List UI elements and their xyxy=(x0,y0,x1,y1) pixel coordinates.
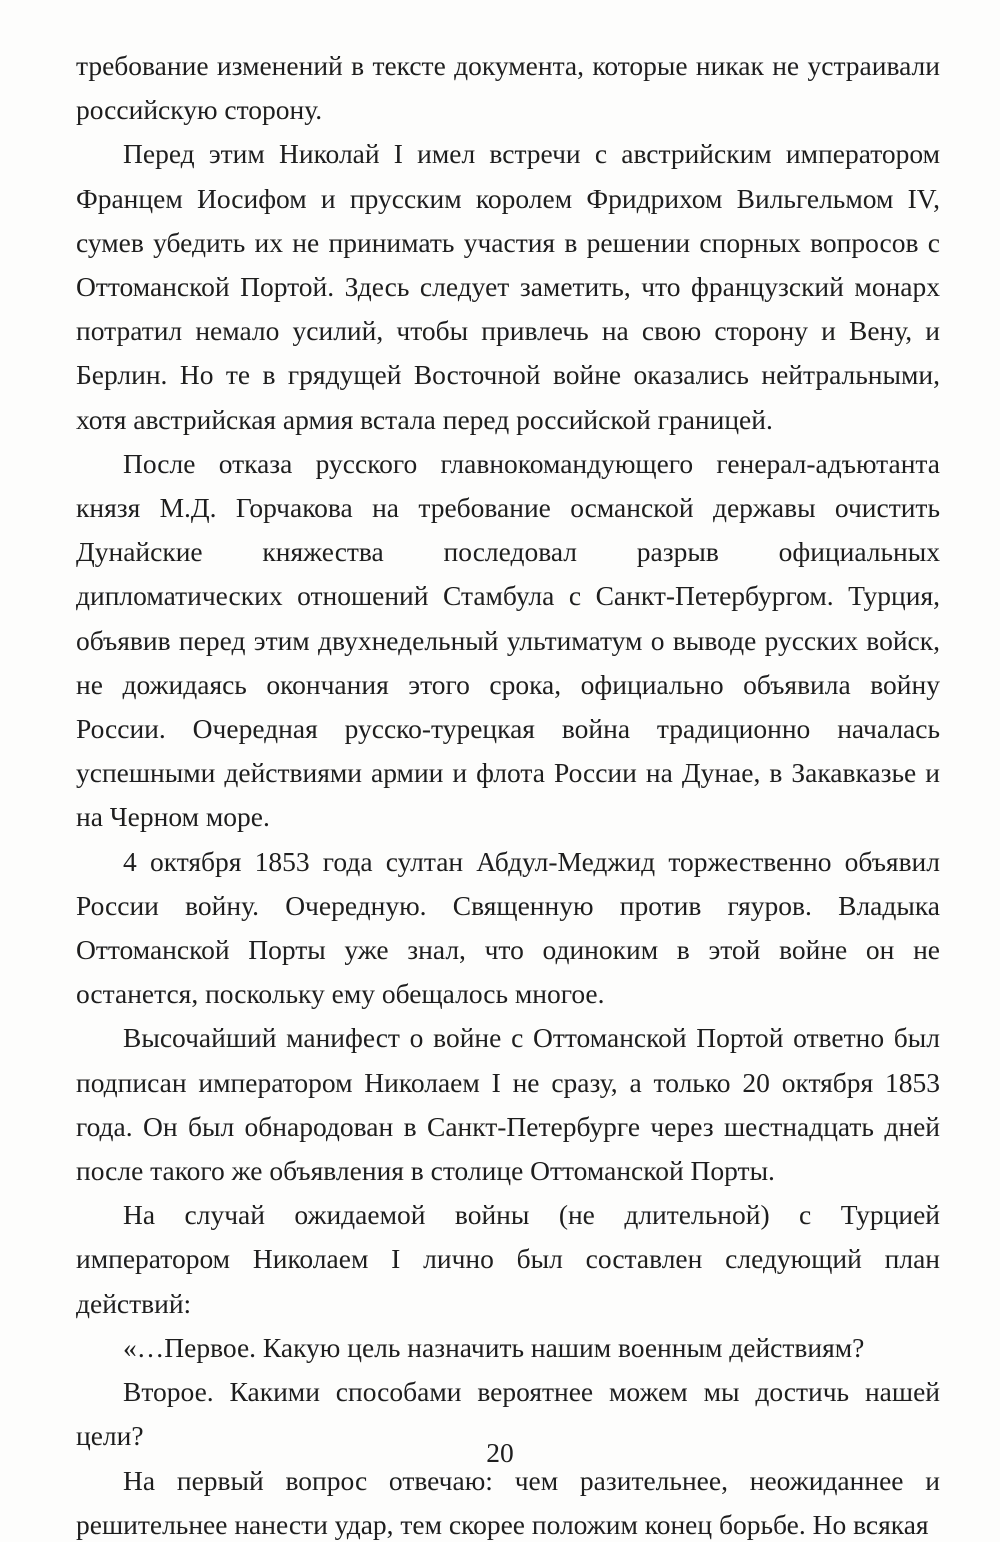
body-text xyxy=(76,44,940,1547)
paragraph: На случай ожидаемой войны (не длительной) с Турцией императором Николаем I лично был составлен следующий план действий: xyxy=(76,1199,940,1319)
paragraph: Перед этим Николай I имел встречи с австрийским императором Францем Иосифом и прусским королем Фридрихом Вильгельмом IV, сумев убедить их не принимать участия в решении спорных вопросов с Оттоманской Портой. Здесь следует заметить, что французский монарх потратил немало усилий, чтобы привлечь на свою сторону и Вену, и Берлин. Но те в грядущей Восточной войне оказались нейтральными, хотя австрийская армия встала перед российской границей. xyxy=(76,138,940,435)
paragraph: Высочайший манифест о войне с Оттоманской Портой ответно был подписан императором Николаем I не сразу, а только 20 октября 1853 года. Он был обнародован в Санкт-Петербурге через шестнадцать дней после такого же объявления в столице Оттоманской Порты. xyxy=(76,1022,940,1187)
paragraph: 4 октября 1853 года султан Абдул-Меджид торжественно объявил России войну. Очередную. Священную против гяуров. Владыка Оттоманской Порты уже знал, что одиноким в этой войне он не останется, поскольку ему обещалось многое. xyxy=(76,845,940,1010)
quote-paragraph: На первый вопрос отвечаю: чем разительнее, неожиданнее и решительнее нанести удар, тем скорее положим конец борьбе. Но всякая xyxy=(76,1464,940,1540)
paragraph-continuation: требование изменений в тексте документа, которые никак не устраивали российскую сторону. xyxy=(76,50,940,126)
page-number: 20 xyxy=(486,1437,514,1468)
quote-paragraph: «…Первое. Какую цель назначить нашим военным действиям? xyxy=(123,1331,865,1363)
paragraph: После отказа русского главнокомандующего генерал-адъютанта князя М.Д. Горчакова на требование османской державы очистить Дунайские княжества последовал разрыв официальных дипломатических отношений Стамбула с Санкт-Петербургом. Турция, объявив перед этим двухнедельный ультиматум о выводе русских войск, не дожидаясь окончания этого срока, официально объявила войну России. Очередная русско-турецкая война традиционно началась успешными действиями армии и флота России на Дунае, в Закавказье и на Черном море. xyxy=(76,447,940,833)
quote-paragraph: Второе. Какими способами вероятнее можем мы достичь нашей цели? xyxy=(76,1376,940,1452)
